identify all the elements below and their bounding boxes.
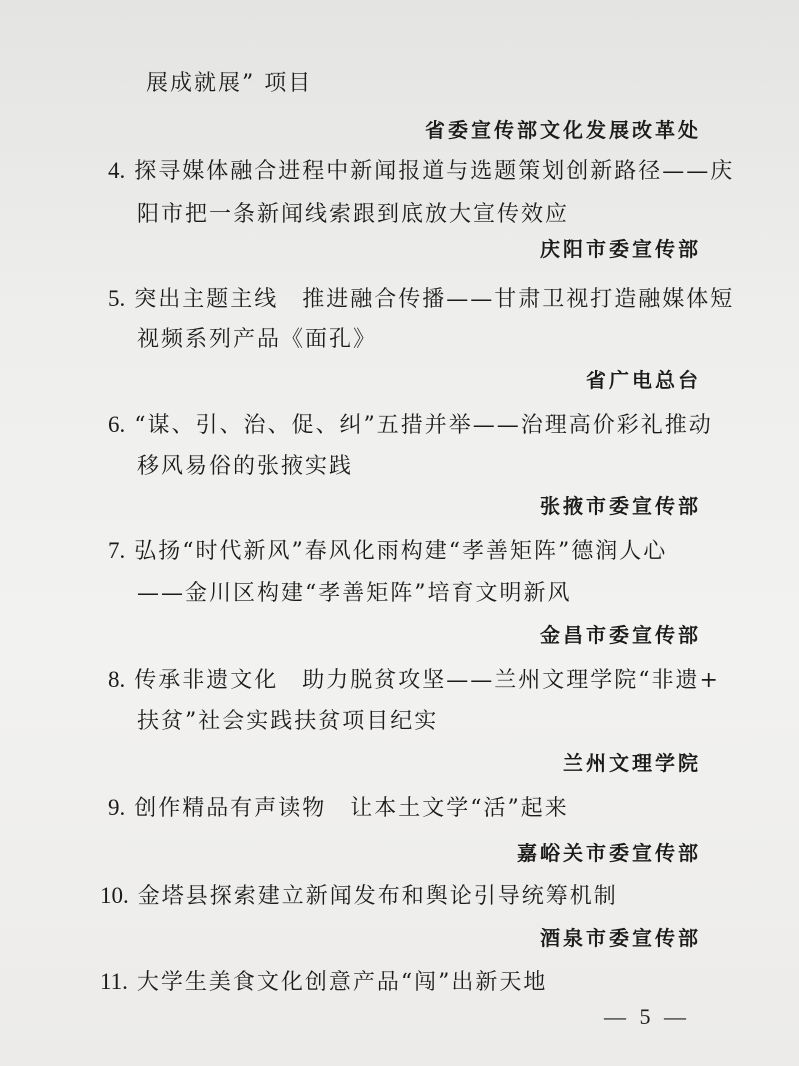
item-11-text-1: 大学生美食文化创意产品“闯”出新天地 [136, 970, 548, 995]
item-8-text-1: 传承非遗文化 助力脱贫攻坚——兰州文理学院“非遗+ [134, 668, 720, 693]
item-10-number: 10. [100, 883, 129, 908]
item-9-text-1: 创作精品有声读物 让本土文学“活”起来 [134, 796, 569, 821]
item-4-number: 4. [108, 158, 126, 183]
item-8-line-1 [108, 666, 720, 695]
item-5-line-2: 视频系列产品《面孔》 [137, 327, 378, 352]
item-11-number: 11. [100, 969, 128, 994]
item-5-source: 省广电总台 [586, 368, 701, 392]
item-7-text-1: 弘扬“时代新风”春风化雨构建“孝善矩阵”德润人心 [134, 539, 668, 564]
item-3-source: 省委宣传部文化发展改革处 [425, 118, 701, 142]
item-5-line-1 [108, 285, 734, 314]
item-7-number: 7. [108, 538, 126, 563]
item-10-source: 酒泉市委宣传部 [540, 926, 701, 950]
item-6-source: 张掖市委宣传部 [540, 494, 701, 518]
item-7-source: 金昌市委宣传部 [540, 623, 701, 647]
item-8-line-2: 扶贫”社会实践扶贫项目纪实 [137, 709, 439, 734]
item-6-line-1 [108, 411, 713, 440]
item-9-line-1 [108, 794, 569, 823]
item-8-number: 8. [108, 667, 126, 692]
item-6-text-1: “谋、引、治、促、纠”五措并举——治理高价彩礼推动 [134, 413, 713, 438]
item-4-text-1: 探寻媒体融合进程中新闻报道与选题策划创新路径——庆 [134, 159, 735, 184]
item-11-line-1 [100, 968, 547, 997]
item-8-source: 兰州文理学院 [563, 751, 701, 775]
item-10-text-1: 金塔县探索建立新闻发布和舆论引导统筹机制 [137, 884, 618, 909]
page-number: — 5 — [604, 1004, 690, 1029]
item-4-line-1 [108, 157, 734, 186]
item-4-source: 庆阳市委宣传部 [540, 237, 701, 261]
item-9-number: 9. [108, 795, 126, 820]
item-5-number: 5. [108, 286, 126, 311]
item-3-line-2: 展成就展” 项目 [146, 71, 313, 96]
item-6-line-2: 移风易俗的张掖实践 [137, 454, 354, 479]
item-7-line-2: ——金川区构建“孝善矩阵”培育文明新风 [137, 581, 572, 606]
item-7-line-1 [108, 537, 667, 566]
item-10-line-1 [100, 882, 618, 911]
item-9-source: 嘉峪关市委宣传部 [517, 841, 701, 865]
item-6-number: 6. [108, 412, 126, 437]
item-4-line-2: 阳市把一条新闻线索跟到底放大宣传效应 [137, 202, 570, 227]
item-5-text-1: 突出主题主线 推进融合传播——甘肃卫视打造融媒体短 [134, 287, 735, 312]
